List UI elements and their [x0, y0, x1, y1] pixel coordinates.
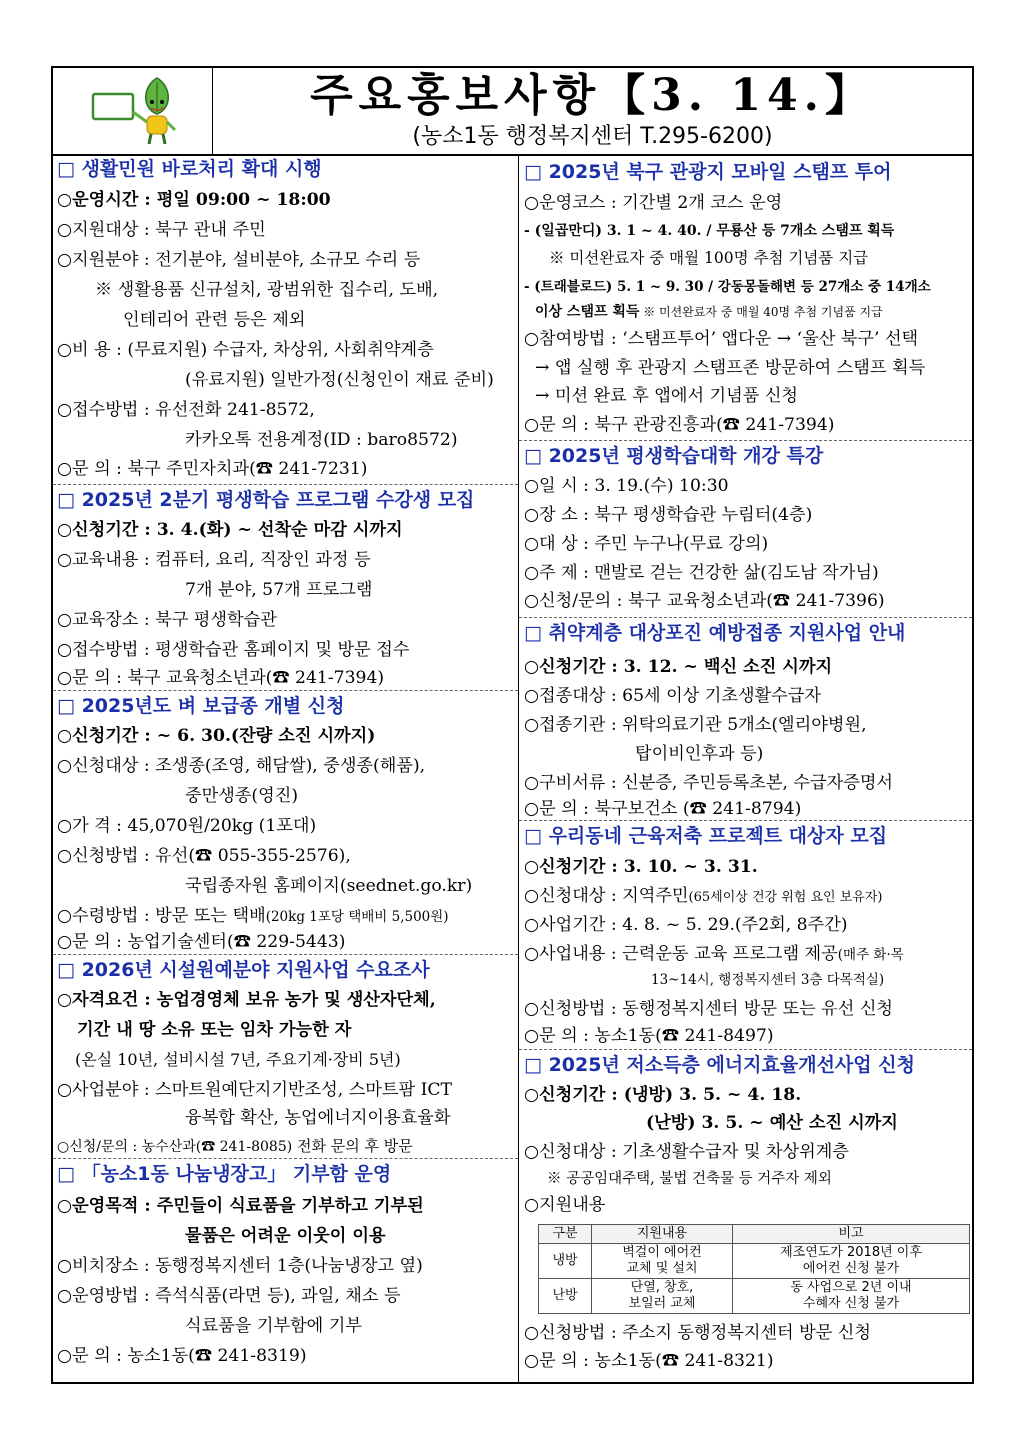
info-line: ○일 시 : 3. 19.(수) 10:30: [524, 476, 729, 496]
table-row: [539, 1279, 970, 1314]
info-line: 13~14시, 행정복지센터 3층 다목적실): [651, 972, 885, 988]
info-line: [524, 883, 882, 911]
header: [53, 68, 972, 156]
right-column: [519, 154, 972, 1384]
table-cell: [733, 1279, 970, 1314]
info-line: ○참여방법 : ‘스탬프투어’ 앱다운 → ‘울산 북구’ 선택: [524, 329, 919, 349]
support-table: [538, 1224, 970, 1314]
info-line: ○운영목적 : 주민들이 식료품을 기부하고 기부된: [57, 1196, 424, 1216]
info-line: ○접수방법 : 유선전화 241-8572,: [57, 400, 315, 420]
course-stamp: 이상 스탬프 획득: [535, 304, 640, 320]
contact-line: ○문 의 : 북구 교육청소년과(☎ 241-7394): [57, 668, 385, 688]
section-vaccination: [519, 618, 972, 821]
info-line: ○사업기간 : 4. 8. ~ 5. 29.(주2회, 8주간): [524, 915, 848, 935]
info-line: [524, 941, 904, 968]
left-column: [53, 154, 519, 1384]
section-title: □ 「농소1동 나눔냉장고」 기부함 운영: [57, 1163, 392, 1185]
info-line: 7개 분야, 57개 프로그램: [185, 580, 373, 600]
info-line: ○신청기간 : 3. 12. ~ 백신 소진 시까지: [524, 657, 833, 677]
info-line: ○운영방법 : 즉석식품(라면 등), 과일, 채소 등: [57, 1286, 401, 1306]
info-line: (유료지원) 일반가정(신청인이 재료 준비): [185, 370, 494, 390]
info-line: ○운영코스 : 기간별 2개 코스 운영: [524, 193, 783, 213]
contact-dept: ○신청/문의 : 농수산과(☎ 241-8085): [57, 1139, 293, 1155]
table-cell: [592, 1244, 733, 1279]
target-note: (65세이상 건강 위험 요인 보유자): [688, 890, 883, 905]
info-line: ○비치장소 : 동행정복지센터 1층(나눔냉장고 옆): [57, 1256, 423, 1276]
contact-line: ○문 의 : 농소1동(☎ 241-8319): [57, 1346, 307, 1366]
cell-line: 수혜자 신청 불가: [802, 1296, 900, 1311]
info-line: ○신청대상 : 기초생활수급자 및 차상위계층: [524, 1142, 849, 1162]
section-rice-seed: [53, 691, 518, 955]
info-line: 융복합 확산, 농업에너지이용효율화: [185, 1108, 451, 1128]
section-title: □ 2026년 시설원예분야 지원사업 수요조사: [57, 959, 430, 981]
program-schedule: (매주 화·목: [837, 947, 904, 963]
section-title: □ 2025년 저소득층 에너지효율개선사업 신청: [524, 1054, 915, 1076]
info-line: ○대 상 : 주민 누구나(무료 강의): [524, 534, 769, 554]
info-line: ○접종기관 : 위탁의료기관 5개소(엘리야병원,: [524, 715, 867, 735]
section-civil-complaint: [53, 154, 518, 485]
cell-line: 보일러 교체: [628, 1296, 696, 1311]
section-horticulture: [53, 955, 518, 1159]
info-line: ○구비서류 : 신분증, 주민등록초본, 수급자증명서: [524, 773, 894, 793]
contact-note: 전화 문의 후 방문: [292, 1137, 413, 1155]
note-line: ※ 생활용품 신규설치, 광범위한 집수리, 도배,: [95, 280, 439, 300]
program-label: ○사업내용 : 근력운동 교육 프로그램 제공: [524, 944, 838, 964]
info-line: 국립종자원 홈페이지(seednet.go.kr): [185, 876, 473, 896]
section-title: □ 2025년 평생학습대학 개강 특강: [524, 445, 824, 467]
info-line: 중만생종(영진): [185, 786, 299, 806]
course-line: - (트래블로드) 5. 1 ~ 9. 30 / 강동몽돌해변 등 27개소 중 14개소: [524, 279, 931, 295]
section-lifelong-learning: [53, 485, 518, 691]
note-line: ※ 공공임대주택, 불법 건축물 등 거주자 제외: [547, 1171, 832, 1187]
info-line: ○신청방법 : 유선(☎ 055-355-2576),: [57, 846, 351, 866]
info-line: ○지원내용: [524, 1195, 606, 1215]
table-cell: 냉방: [539, 1244, 592, 1279]
table-cell: 난방: [539, 1279, 592, 1314]
table-header: 비고: [733, 1225, 970, 1244]
info-line: 카카오톡 전용계정(ID : baro8572): [185, 430, 458, 450]
course-note: ※ 미션완료자 중 매월 40명 추첨 기념품 지급: [639, 305, 883, 319]
table-cell: [733, 1244, 970, 1279]
section-muscle-savings: [519, 821, 972, 1050]
notice-frame: [51, 66, 974, 1384]
note-line: ※ 미션완료자 중 매월 100명 추첨 기념품 지급: [549, 249, 869, 267]
info-line: ○신청기간 : 3. 10. ~ 3. 31.: [524, 857, 758, 877]
info-line: ○교육내용 : 컴퓨터, 요리, 직장인 과정 등: [57, 550, 371, 570]
info-line: [57, 903, 449, 930]
info-line: ○가 격 : 45,070원/20kg (1포대): [57, 816, 317, 836]
info-line: 탑이비인후과 등): [635, 744, 764, 764]
info-line: ○신청기간 : ~ 6. 30.(잔량 소진 시까지): [57, 726, 376, 746]
info-line: ○비 용 : (무료지원) 수급자, 차상위, 사회취약계층: [57, 340, 434, 360]
table-row: [539, 1244, 970, 1279]
info-line: ○운영시간 : 평일 09:00 ~ 18:00: [57, 190, 331, 210]
support-table-wrap: [519, 1224, 972, 1334]
section-title: □ 우리동네 근육저축 프로젝트 대상자 모집: [524, 825, 888, 847]
delivery-fee-note: (20kg 1포당 택배비 5,500원): [265, 909, 449, 925]
mascot-logo-icon: [53, 68, 212, 154]
section-title: □ 생활민원 바로처리 확대 시행: [57, 158, 322, 180]
info-line: ○접수방법 : 평생학습관 홈페이지 및 방문 접수: [57, 640, 410, 660]
info-line: ○장 소 : 북구 평생학습관 누림터(4층): [524, 505, 813, 525]
info-line: ○접종대상 : 65세 이상 기초생활수급자: [524, 686, 821, 706]
page-title: 주요홍보사항【3. 14.】: [310, 70, 875, 121]
info-line: → 앱 실행 후 관광지 스탬프존 방문하여 스탬프 획득: [535, 358, 926, 378]
info-line: 물품은 어려운 이웃이 이용: [185, 1226, 386, 1246]
info-line: ○신청대상 : 조생종(조영, 해담쌀), 중생종(해품),: [57, 756, 426, 776]
cell-line: 동 사업으로 2년 이내: [790, 1280, 912, 1295]
section-sharing-fridge: [53, 1159, 518, 1384]
contact-line: ○문 의 : 북구 주민자치과(☎ 241-7231): [57, 459, 368, 479]
cell-line: 교체 및 설치: [626, 1261, 698, 1276]
table-header: 지원내용: [592, 1225, 733, 1244]
info-line: ○신청방법 : 주소지 동행정복지센터 방문 신청: [524, 1323, 871, 1343]
delivery-method: ○수령방법 : 방문 또는 택배: [57, 906, 266, 926]
section-lecture: [519, 441, 972, 618]
cell-line: 에어컨 신청 불가: [802, 1261, 900, 1276]
contact-line: ○문 의 : 북구 관광진흥과(☎ 241-7394): [524, 415, 835, 435]
target-label: ○신청대상 : 지역주민: [524, 886, 689, 906]
page-subtitle: (농소1동 행정복지센터 T.295-6200): [412, 124, 773, 149]
contact-line: ○문 의 : 농소1동(☎ 241-8497): [524, 1026, 774, 1046]
table-header: 구분: [539, 1225, 592, 1244]
cell-line: 제조연도가 2018년 이후: [780, 1245, 922, 1260]
section-title: □ 취약계층 대상포진 예방접종 지원사업 안내: [524, 622, 906, 644]
info-line: 기간 내 땅 소유 또는 임차 가능한 자: [77, 1020, 352, 1040]
contact-line: ○신청/문의 : 북구 교육청소년과(☎ 241-7396): [524, 591, 885, 611]
section-energy-efficiency: [519, 1050, 972, 1384]
info-line: ○사업분야 : 스마트원예단지기반조성, 스마트팜 ICT: [57, 1080, 452, 1100]
info-line: (온실 10년, 설비시설 7년, 주요기계·장비 5년): [75, 1050, 401, 1069]
info-line: ○신청방법 : 동행정복지센터 방문 또는 유선 신청: [524, 999, 894, 1019]
logo-box: [53, 68, 213, 154]
contact-line: ○문 의 : 북구보건소 (☎ 241-8794): [524, 799, 802, 819]
contact-line: ○문 의 : 농소1동(☎ 241-8321): [524, 1351, 774, 1371]
table-cell: [592, 1279, 733, 1314]
info-line: ○신청기간 : 3. 4.(화) ~ 선착순 마감 시까지: [57, 520, 403, 540]
contact-line: [57, 1133, 413, 1160]
info-line: ○교육장소 : 북구 평생학습관: [57, 610, 277, 630]
info-line: ○신청기간 : (냉방) 3. 5. ~ 4. 18.: [524, 1085, 802, 1105]
section-title: □ 2025년 북구 관광지 모바일 스탬프 투어: [524, 161, 892, 183]
info-line: (난방) 3. 5. ~ 예산 소진 시까지: [646, 1113, 898, 1133]
info-line: → 미션 완료 후 앱에서 기념품 신청: [535, 386, 799, 406]
info-line: ○주 제 : 맨발로 걷는 건강한 삶(김도남 작가님): [524, 563, 879, 583]
course-line: - (일곱만디) 3. 1 ~ 4. 40. / 무룡산 등 7개소 스탬프 획득: [524, 223, 895, 239]
cell-line: 벽걸이 에어컨: [622, 1245, 702, 1260]
info-line: ○지원대상 : 북구 관내 주민: [57, 220, 266, 240]
info-line: ○자격요건 : 농업경영체 보유 농가 및 생산자단체,: [57, 990, 436, 1010]
section-title: □ 2025년도 벼 보급종 개별 신청: [57, 695, 345, 717]
section-stamp-tour: [519, 154, 972, 441]
course-line: [535, 298, 883, 325]
cell-line: 단열, 창호,: [630, 1280, 694, 1295]
section-title: □ 2025년 2분기 평생학습 프로그램 수강생 모집: [57, 489, 475, 511]
info-line: 식료품을 기부함에 기부: [185, 1316, 362, 1336]
contact-line: ○문 의 : 농업기술센터(☎ 229-5443): [57, 932, 346, 952]
info-line: ○지원분야 : 전기분야, 설비분야, 소규모 수리 등: [57, 250, 421, 270]
note-line: 인테리어 관련 등은 제외: [123, 310, 306, 330]
